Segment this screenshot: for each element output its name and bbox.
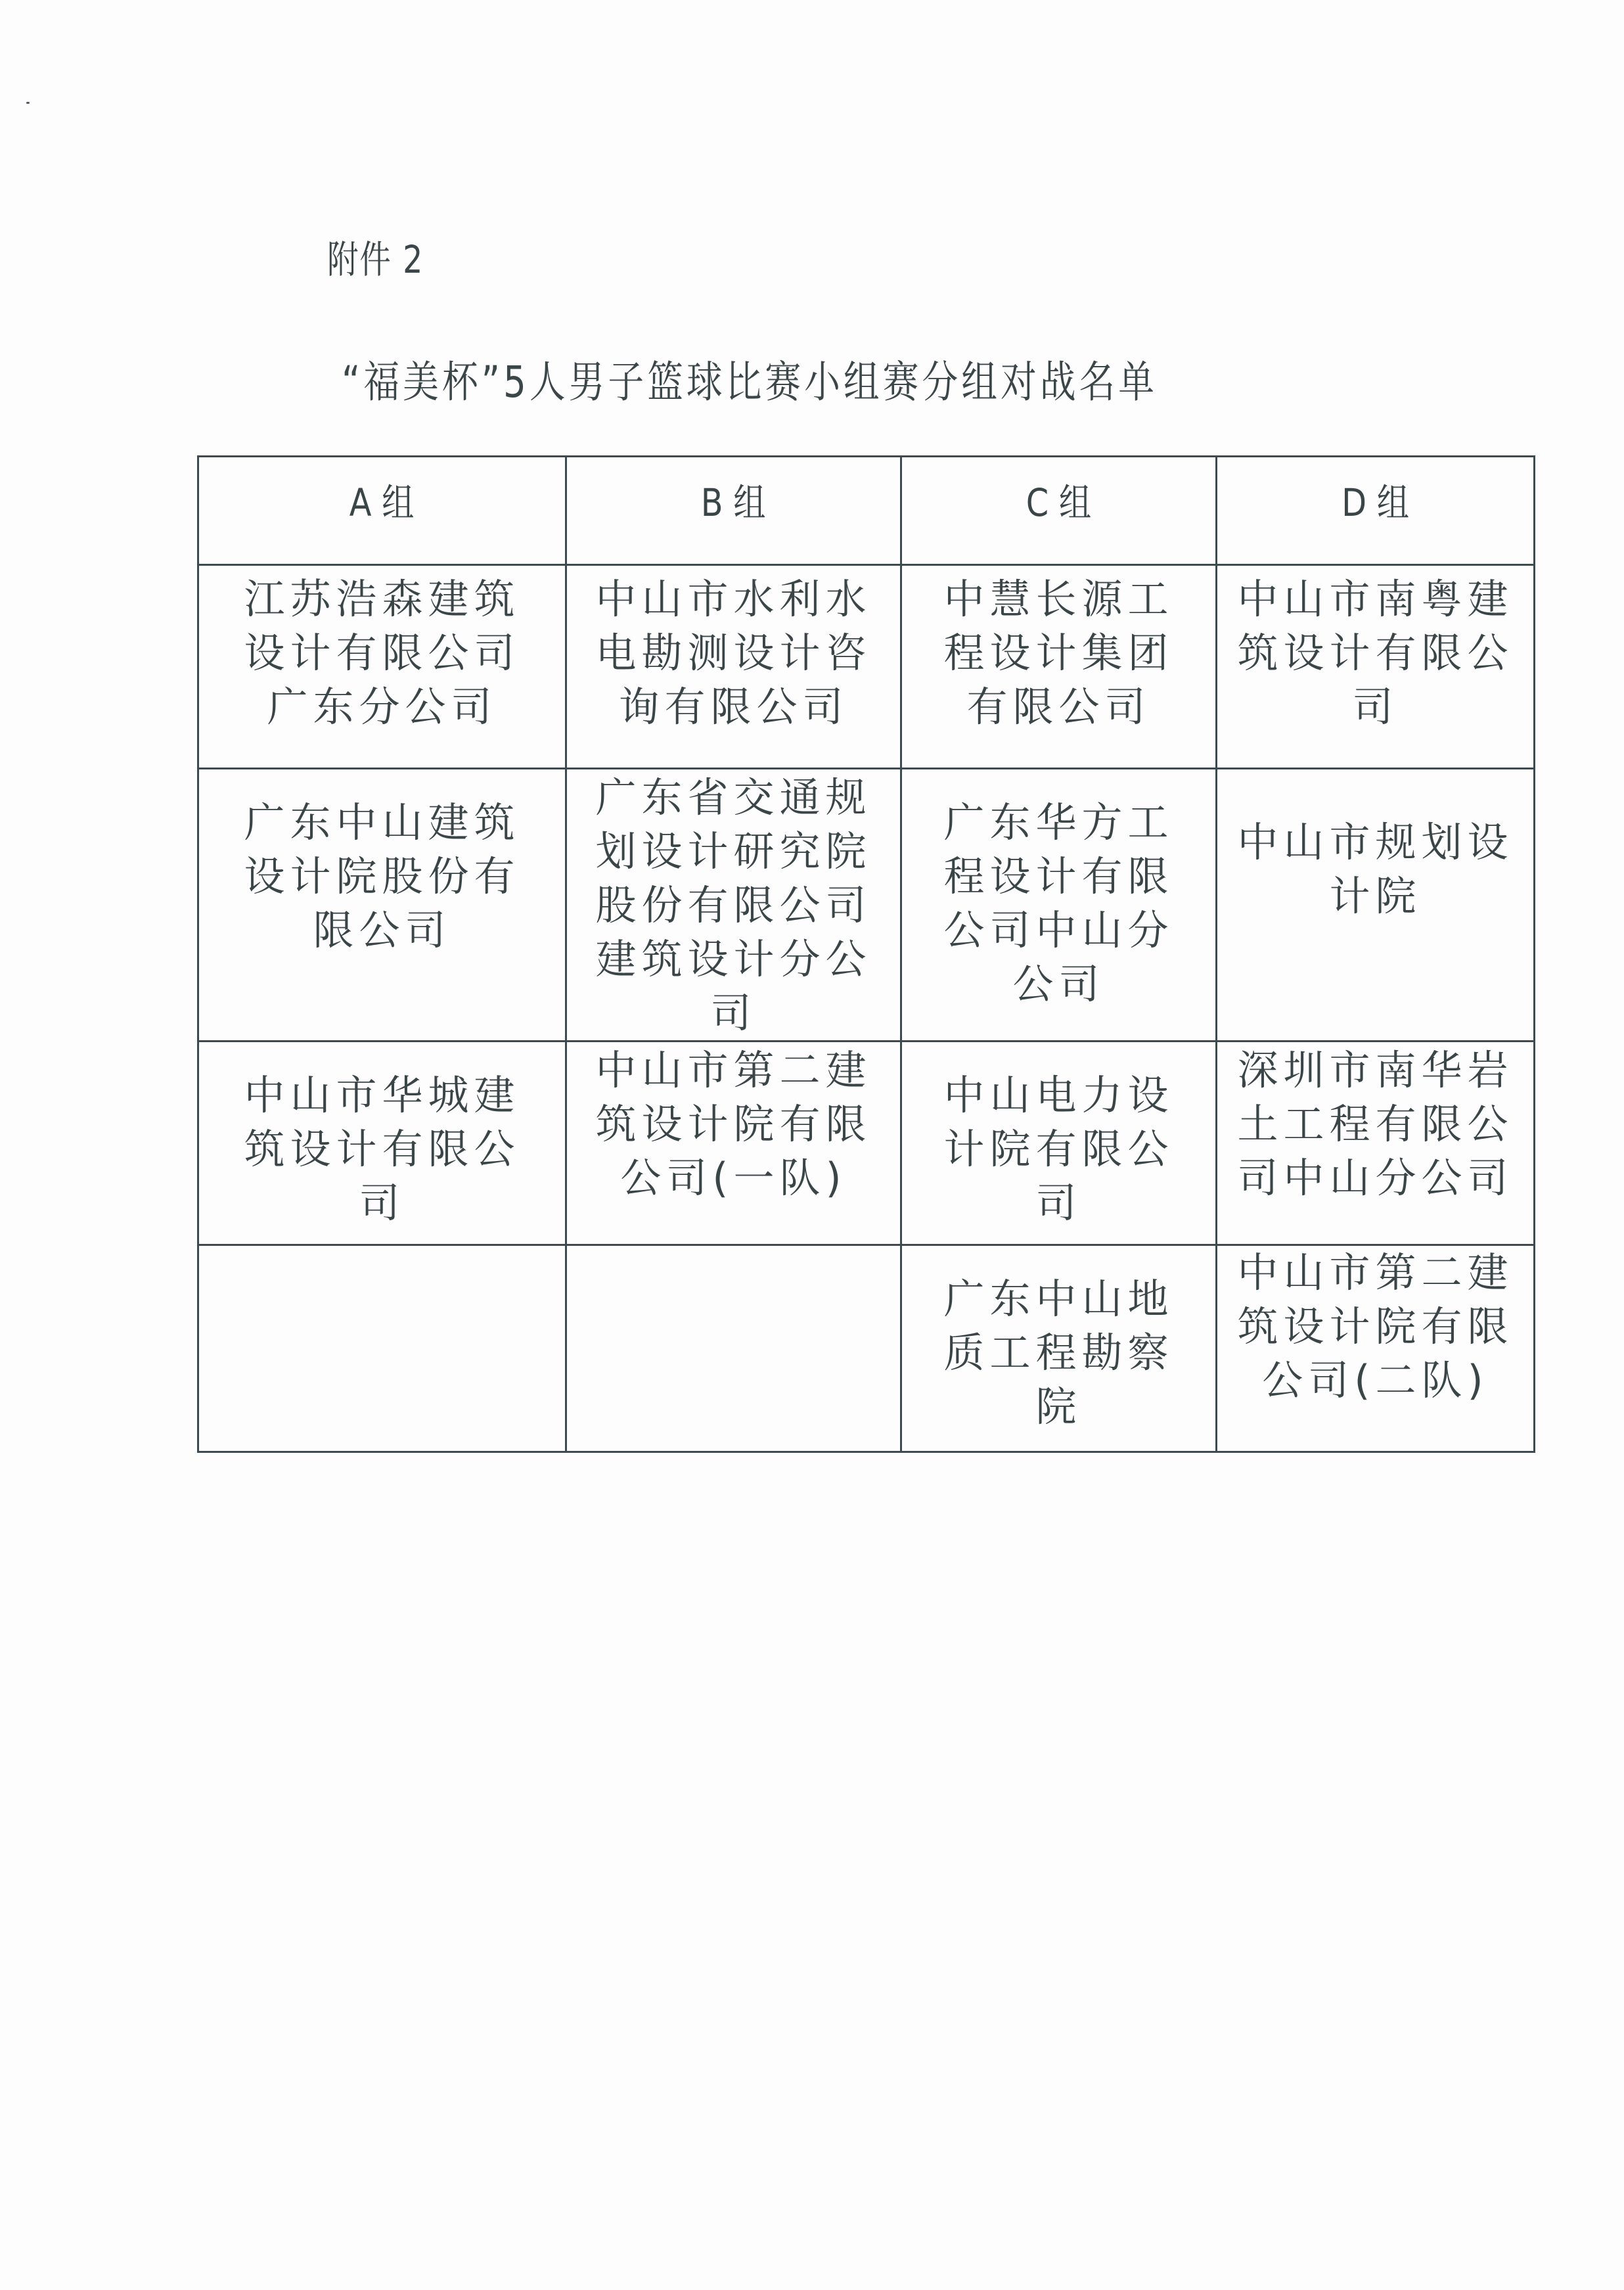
scan-speck bbox=[26, 102, 30, 104]
header-group-b: B 组 bbox=[566, 457, 901, 565]
header-group-c: C 组 bbox=[901, 457, 1217, 565]
team-cell-c2: 广东华方工程设计有限公司中山分公司 bbox=[901, 769, 1217, 1042]
document-title: “福美杯”5人男子篮球比赛小组赛分组对战名单 bbox=[342, 357, 1158, 407]
team-cell-a3: 中山市华城建筑设计有限公司 bbox=[198, 1042, 566, 1245]
team-cell-d2: 中山市规划设计院 bbox=[1217, 769, 1535, 1042]
team-cell-a2: 广东中山建筑设计院股份有限公司 bbox=[198, 769, 566, 1042]
attachment-label: 附件 2 bbox=[327, 237, 424, 282]
table-row bbox=[198, 1042, 1535, 1245]
team-cell-a1: 江苏浩森建筑设计有限公司广东分公司 bbox=[198, 565, 566, 769]
team-cell-d1: 中山市南粤建筑设计有限公司 bbox=[1217, 565, 1535, 769]
team-cell-d4: 中山市第二建筑设计院有限公司(二队) bbox=[1217, 1245, 1535, 1452]
team-cell-c4: 广东中山地质工程勘察院 bbox=[901, 1245, 1217, 1452]
team-cell-b4-empty bbox=[566, 1245, 901, 1452]
table-row bbox=[198, 769, 1535, 1042]
header-row bbox=[198, 457, 1535, 565]
team-cell-a4-empty bbox=[198, 1245, 566, 1452]
header-group-a: A 组 bbox=[198, 457, 566, 565]
groups-table bbox=[197, 455, 1535, 1453]
table-row bbox=[198, 565, 1535, 769]
header-group-d: D 组 bbox=[1217, 457, 1535, 565]
team-cell-c1: 中慧长源工程设计集团有限公司 bbox=[901, 565, 1217, 769]
table-row bbox=[198, 1245, 1535, 1452]
team-cell-c3: 中山电力设计院有限公司 bbox=[901, 1042, 1217, 1245]
team-cell-b3: 中山市第二建筑设计院有限公司(一队) bbox=[566, 1042, 901, 1245]
team-cell-b2: 广东省交通规划设计研究院股份有限公司建筑设计分公司 bbox=[566, 769, 901, 1042]
team-cell-b1: 中山市水利水电勘测设计咨询有限公司 bbox=[566, 565, 901, 769]
team-cell-d3: 深圳市南华岩土工程有限公司中山分公司 bbox=[1217, 1042, 1535, 1245]
